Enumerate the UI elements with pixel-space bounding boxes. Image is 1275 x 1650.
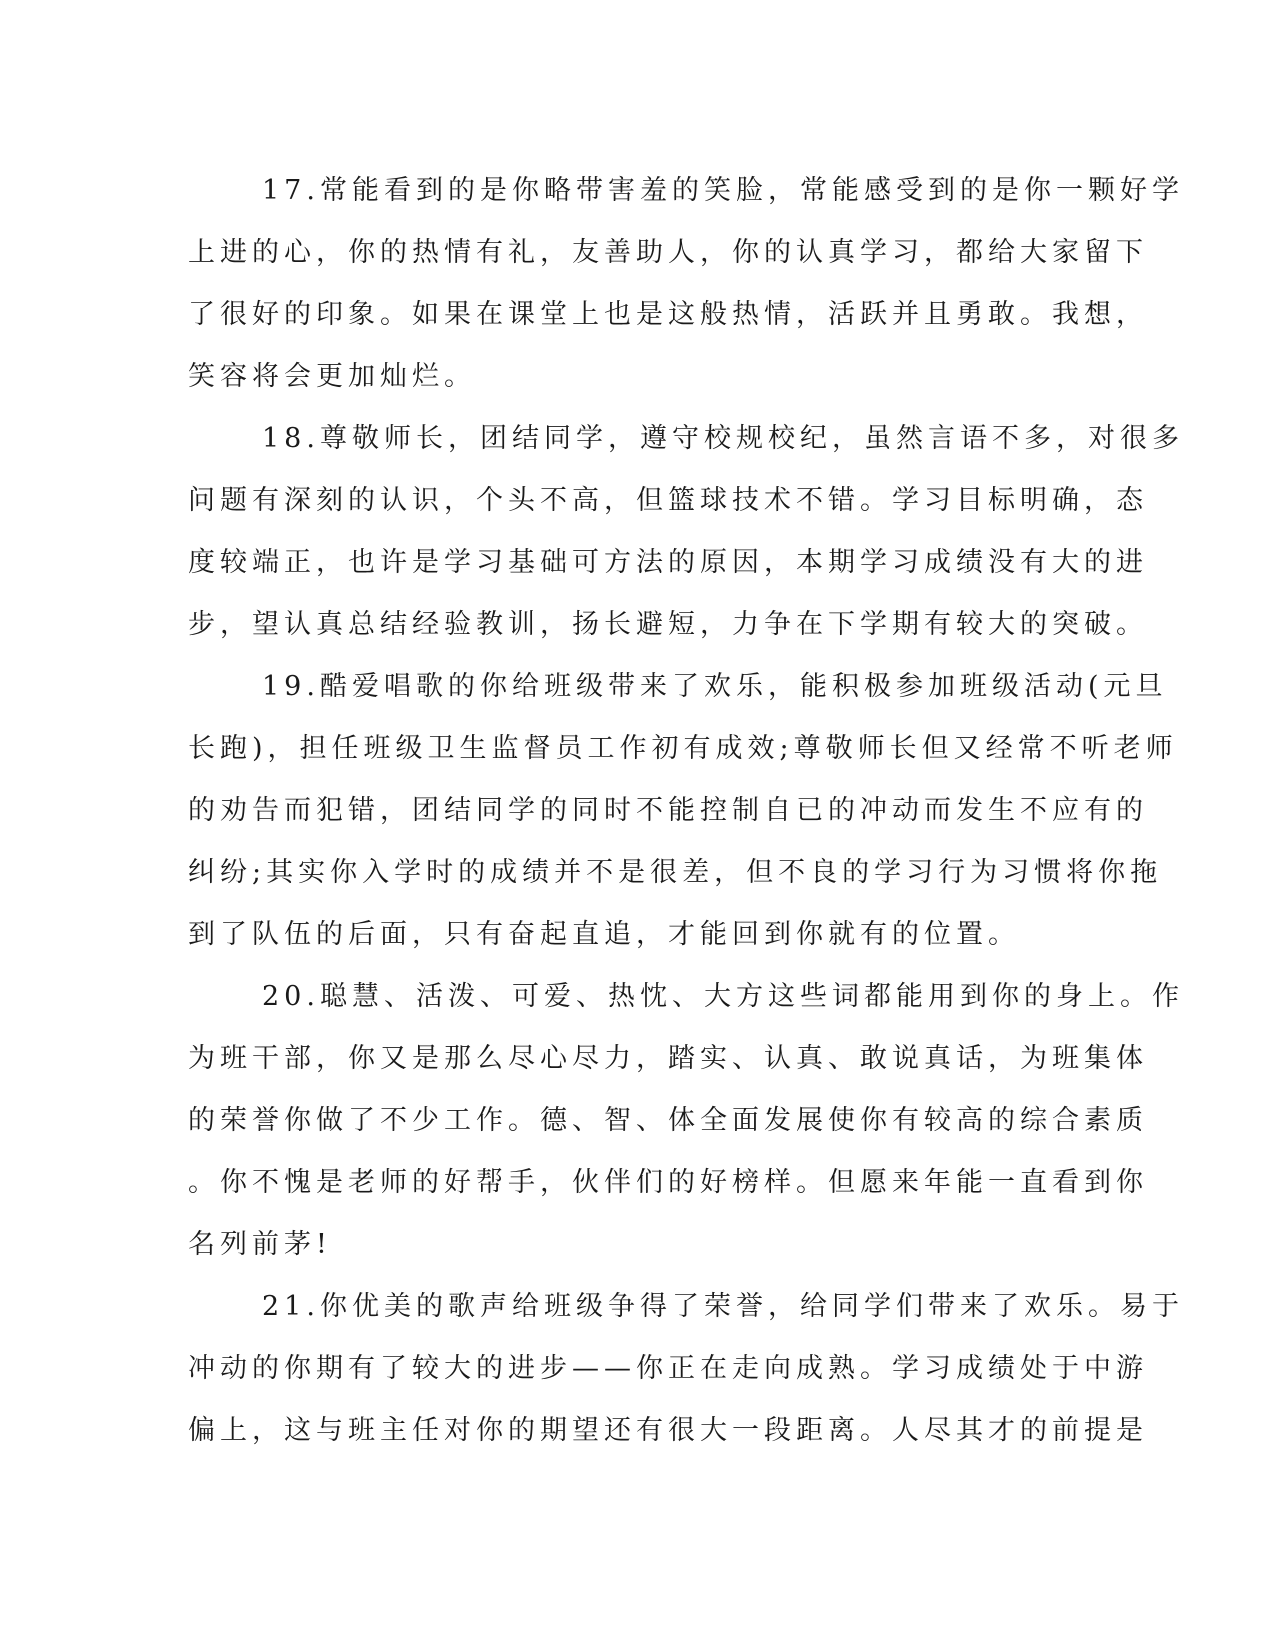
paragraph-line: 20.聪慧、活泼、可爱、热忱、大方这些词都能用到你的身上。作 [262,981,1184,1012]
paragraph-line: 18.尊敬师长，团结同学，遵守校规校纪，虽然言语不多，对很多 [262,423,1184,454]
paragraph-18 [188,408,1184,656]
paragraph-line: 。你不愧是老师的好帮手，伙伴们的好榜样。但愿来年能一直看到你 [188,1167,1148,1198]
paragraph-line: 的劝告而犯错，团结同学的同时不能控制自已的冲动而发生不应有的 [188,795,1148,826]
paragraph-line: 19.酷爱唱歌的你给班级带来了欢乐，能积极参加班级活动(元旦 [262,671,1168,702]
paragraph-line: 的荣誉你做了不少工作。德、智、体全面发展使你有较高的综合素质 [188,1105,1148,1136]
paragraph-19 [188,656,1178,966]
paragraph-line: 度较端正，也许是学习基础可方法的原因，本期学习成绩没有大的进 [188,547,1148,578]
paragraph-line: 笑容将会更加灿烂。 [188,361,476,392]
paragraph-line: 冲动的你期有了较大的进步——你正在走向成熟。学习成绩处于中游 [188,1353,1148,1384]
paragraph-line: 了很好的印象。如果在课堂上也是这般热情，活跃并且勇敢。我想， [188,299,1148,330]
paragraph-line: 为班干部，你又是那么尽心尽力，踏实、认真、敢说真话，为班集体 [188,1043,1148,1074]
paragraph-17 [188,160,1184,408]
document-body [188,160,1184,1462]
paragraph-line: 21.你优美的歌声给班级争得了荣誉，给同学们带来了欢乐。易于 [262,1291,1184,1322]
paragraph-21 [188,1276,1184,1462]
paragraph-line: 上进的心，你的热情有礼，友善助人，你的认真学习，都给大家留下 [188,237,1148,268]
paragraph-line: 名列前茅! [188,1229,332,1260]
paragraph-20 [188,966,1184,1276]
paragraph-line: 步，望认真总结经验教训，扬长避短，力争在下学期有较大的突破。 [188,609,1148,640]
paragraph-line: 偏上，这与班主任对你的期望还有很大一段距离。人尽其才的前提是 [188,1415,1148,1446]
paragraph-line: 到了队伍的后面，只有奋起直追，才能回到你就有的位置。 [188,919,1020,950]
paragraph-line: 问题有深刻的认识，个头不高，但篮球技术不错。学习目标明确，态 [188,485,1148,516]
paragraph-line: 纠纷;其实你入学时的成绩并不是很差，但不良的学习行为习惯将你拖 [188,857,1163,888]
paragraph-line: 17.常能看到的是你略带害羞的笑脸，常能感受到的是你一颗好学 [262,175,1184,206]
paragraph-line: 长跑)，担任班级卫生监督员工作初有成效;尊敬师长但又经常不听老师 [188,733,1178,764]
